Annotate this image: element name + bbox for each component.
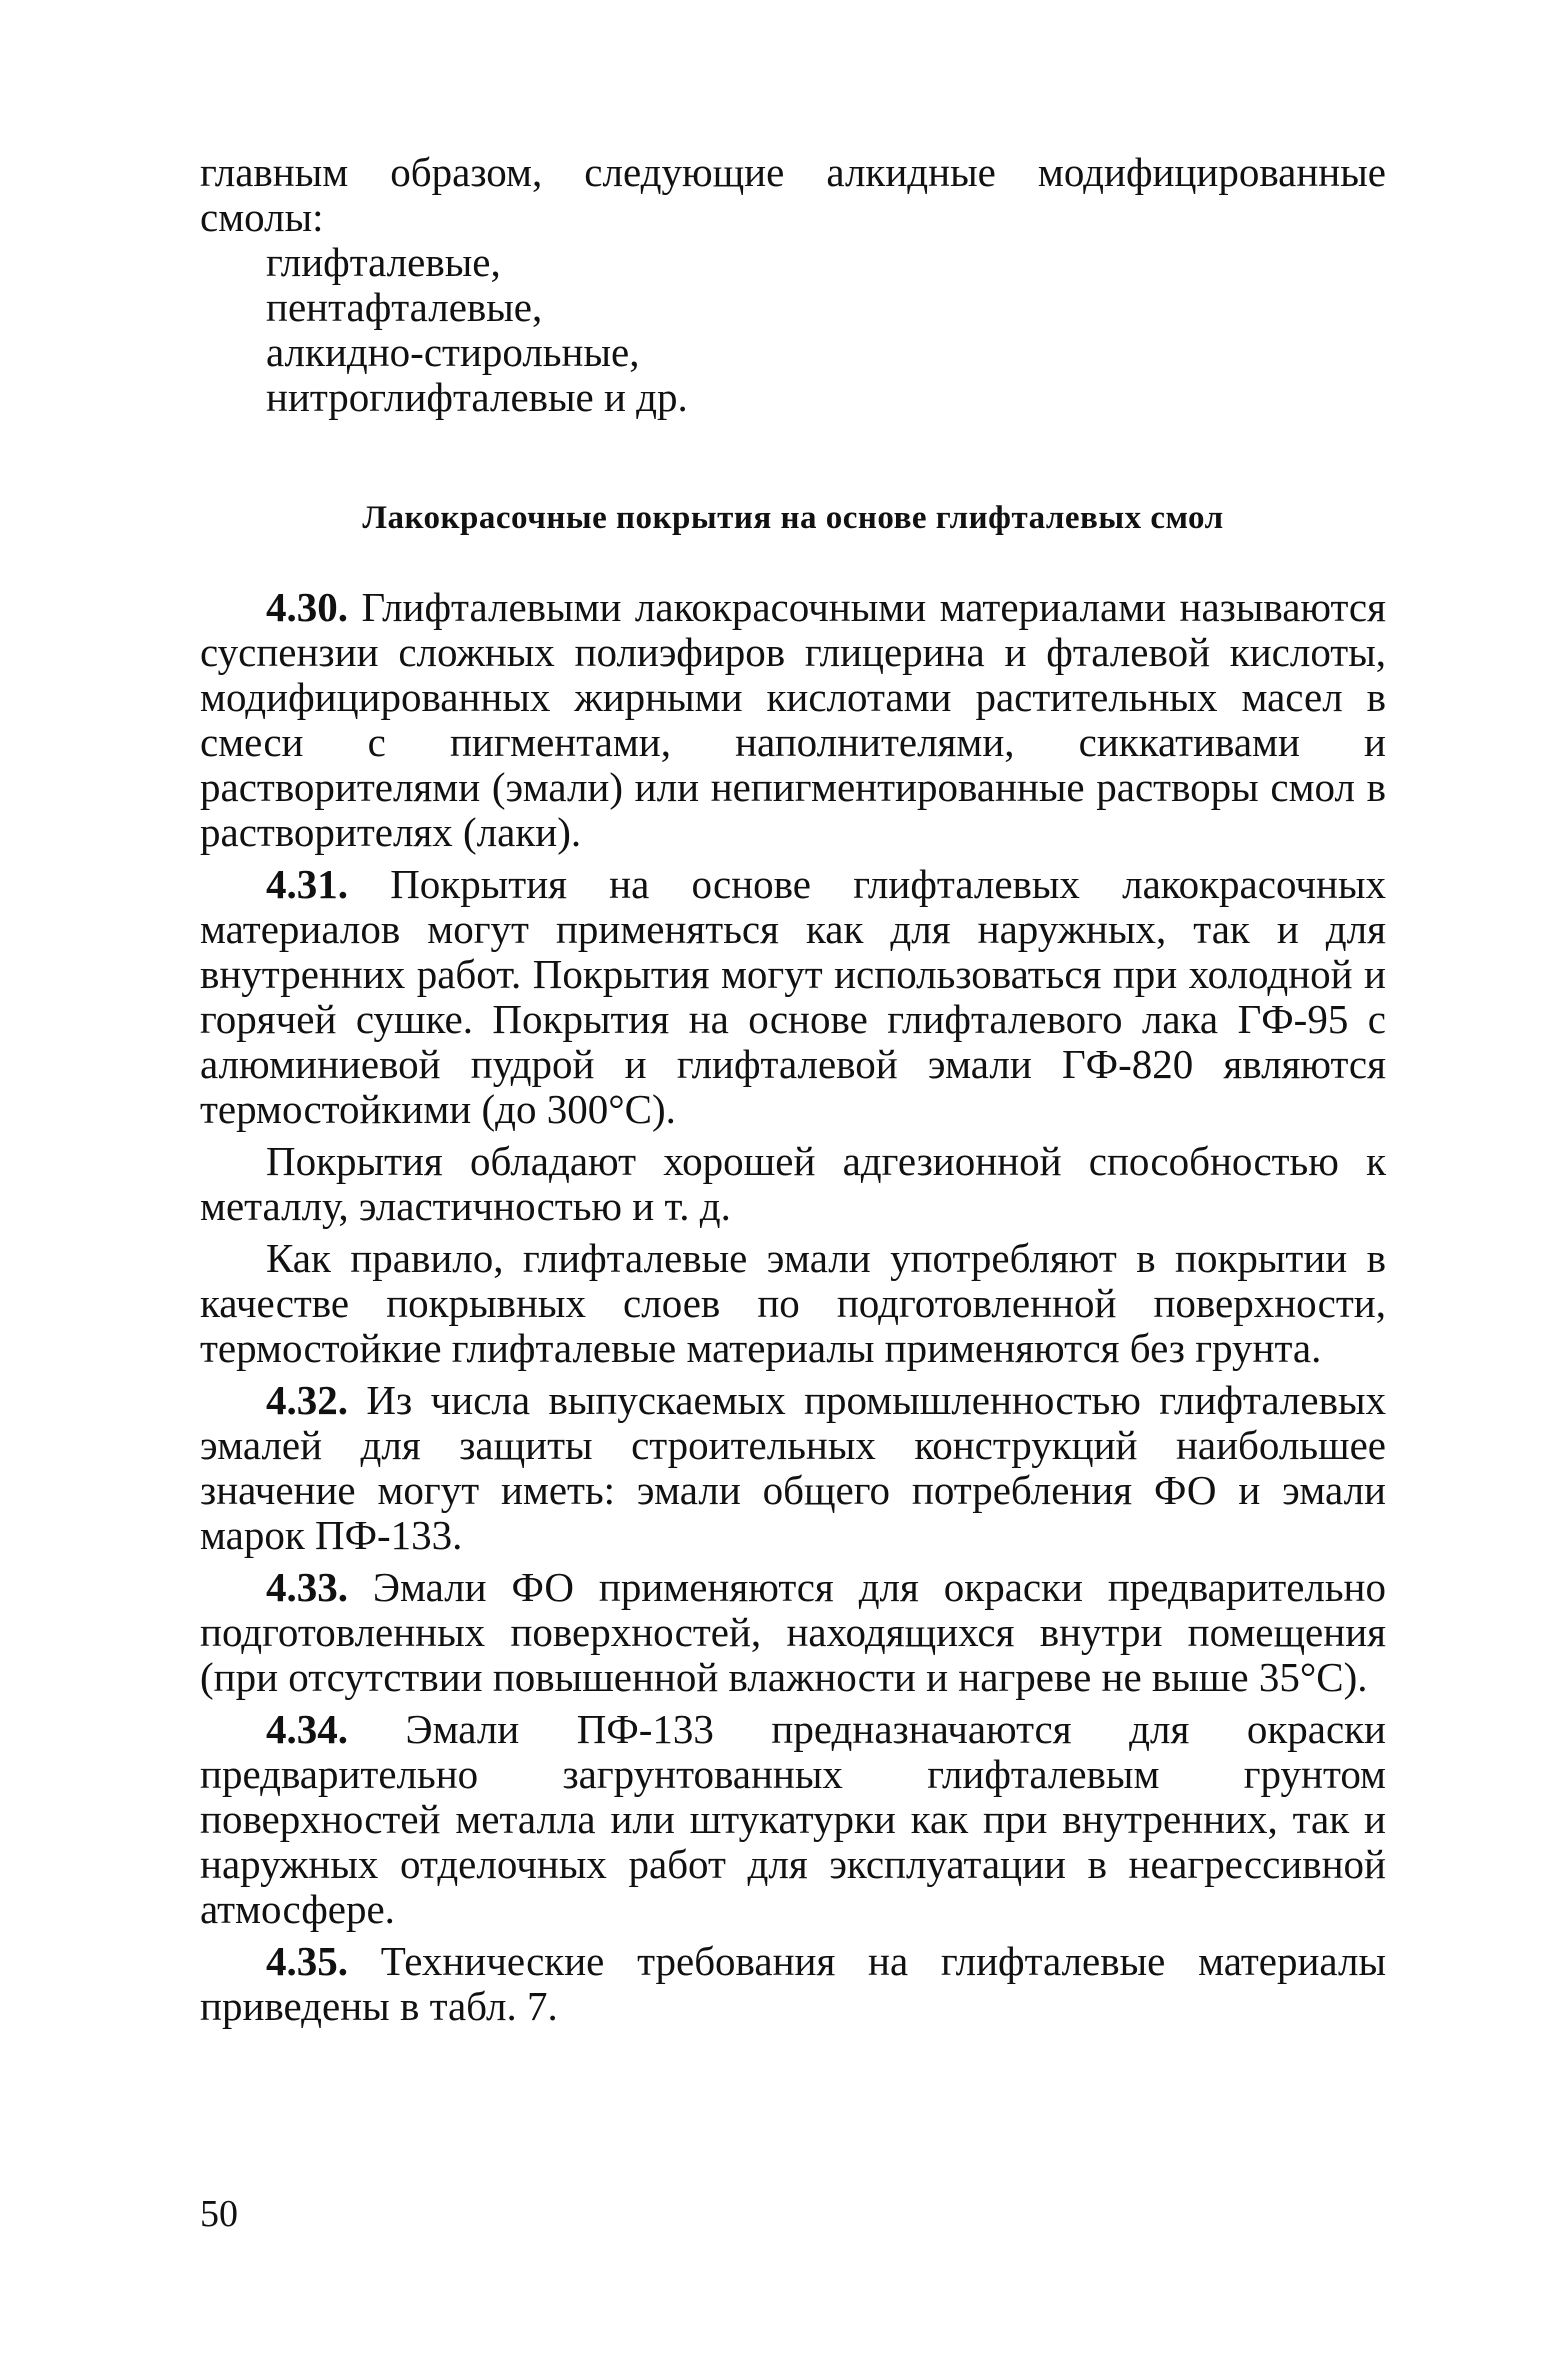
paragraph-4-33 xyxy=(200,1565,1386,1700)
paragraph-number: 4.32. xyxy=(266,1377,348,1423)
section-title: Лакокрасочные покрытия на основе глифталевых смол xyxy=(362,500,1224,536)
page-number: 50 xyxy=(200,2193,238,2235)
paragraph-4-32 xyxy=(200,1378,1386,1558)
paragraph-4-31 xyxy=(200,862,1386,1132)
paragraph-number: 4.35. xyxy=(266,1938,348,1984)
list-item: пентафталевые, xyxy=(266,284,543,330)
paragraph-text: Эмали ПФ-133 предназначаются для окраски предварительно загрунтованных глифталевым грунтом поверхностей металла или штукатурки как при внутренних, так и наружных отделочных работ для эксплуатации в неагрессивной атмосфере. xyxy=(200,1706,1386,1932)
paragraph-adhesion xyxy=(200,1139,1386,1229)
paragraph-number: 4.31. xyxy=(266,861,348,907)
resin-list xyxy=(200,240,1386,420)
paragraph-number: 4.30. xyxy=(266,584,348,630)
paragraph-text: Технические требования на глифталевые материалы приведены в табл. 7. xyxy=(200,1938,1386,2029)
list-item: алкидно-стирольные, xyxy=(266,329,640,375)
list-item: нитроглифталевые и др. xyxy=(266,374,688,420)
paragraph-4-34 xyxy=(200,1707,1386,1932)
paragraph-text: Из числа выпускаемых промышленностью глифталевых эмалей для защиты строительных конструкций наибольшее значение могут иметь: эмали общего потребления ФО и эмали марок ПФ-133. xyxy=(200,1377,1386,1558)
body-text xyxy=(200,585,1386,2036)
paragraph-text: Покрытия обладают хорошей адгезионной способностью к металлу, эластичностью и т. д. xyxy=(200,1138,1386,1229)
paragraph-text: Эмали ФО применяются для окраски предварительно подготовленных поверхностей, находящихся внутри помещения (при отсутствии повышенной влажности и нагреве не выше 35°С). xyxy=(200,1564,1386,1700)
list-item: глифталевые, xyxy=(266,239,501,285)
paragraph-text: Глифталевыми лакокрасочными материалами называются суспензии сложных полиэфиров глицерина и фталевой кислоты, модифицированных жирными кислотами растительных масел в смеси с пигментами, наполнителями, сиккативами и растворителями (эмали) или непигментированные растворы смол в растворителях (лаки). xyxy=(200,584,1386,855)
paragraph-number: 4.33. xyxy=(266,1564,348,1610)
intro-block xyxy=(200,150,1386,420)
paragraph-text: Как правило, глифталевые эмали употребляют в покрытии в качестве покрывных слоев по подготовленной поверхности, термостойкие глифталевые материалы применяются без грунта. xyxy=(200,1235,1386,1371)
paragraph-text: Покрытия на основе глифталевых лакокрасочных материалов могут применяться как для наружных, так и для внутренних работ. Покрытия могут использоваться при холодной и горячей сушке. Покрытия на основе глифталевого лака ГФ-95 с алюминиевой пудрой и глифталевой эмали ГФ-820 являются термостойкими (до 300°С). xyxy=(200,861,1386,1132)
paragraph-4-30 xyxy=(200,585,1386,855)
intro-text: главным образом, следующие алкидные модифицированные смолы: xyxy=(200,149,1386,240)
paragraph-rule xyxy=(200,1236,1386,1371)
paragraph-number: 4.34. xyxy=(266,1706,348,1752)
paragraph-4-35 xyxy=(200,1939,1386,2029)
